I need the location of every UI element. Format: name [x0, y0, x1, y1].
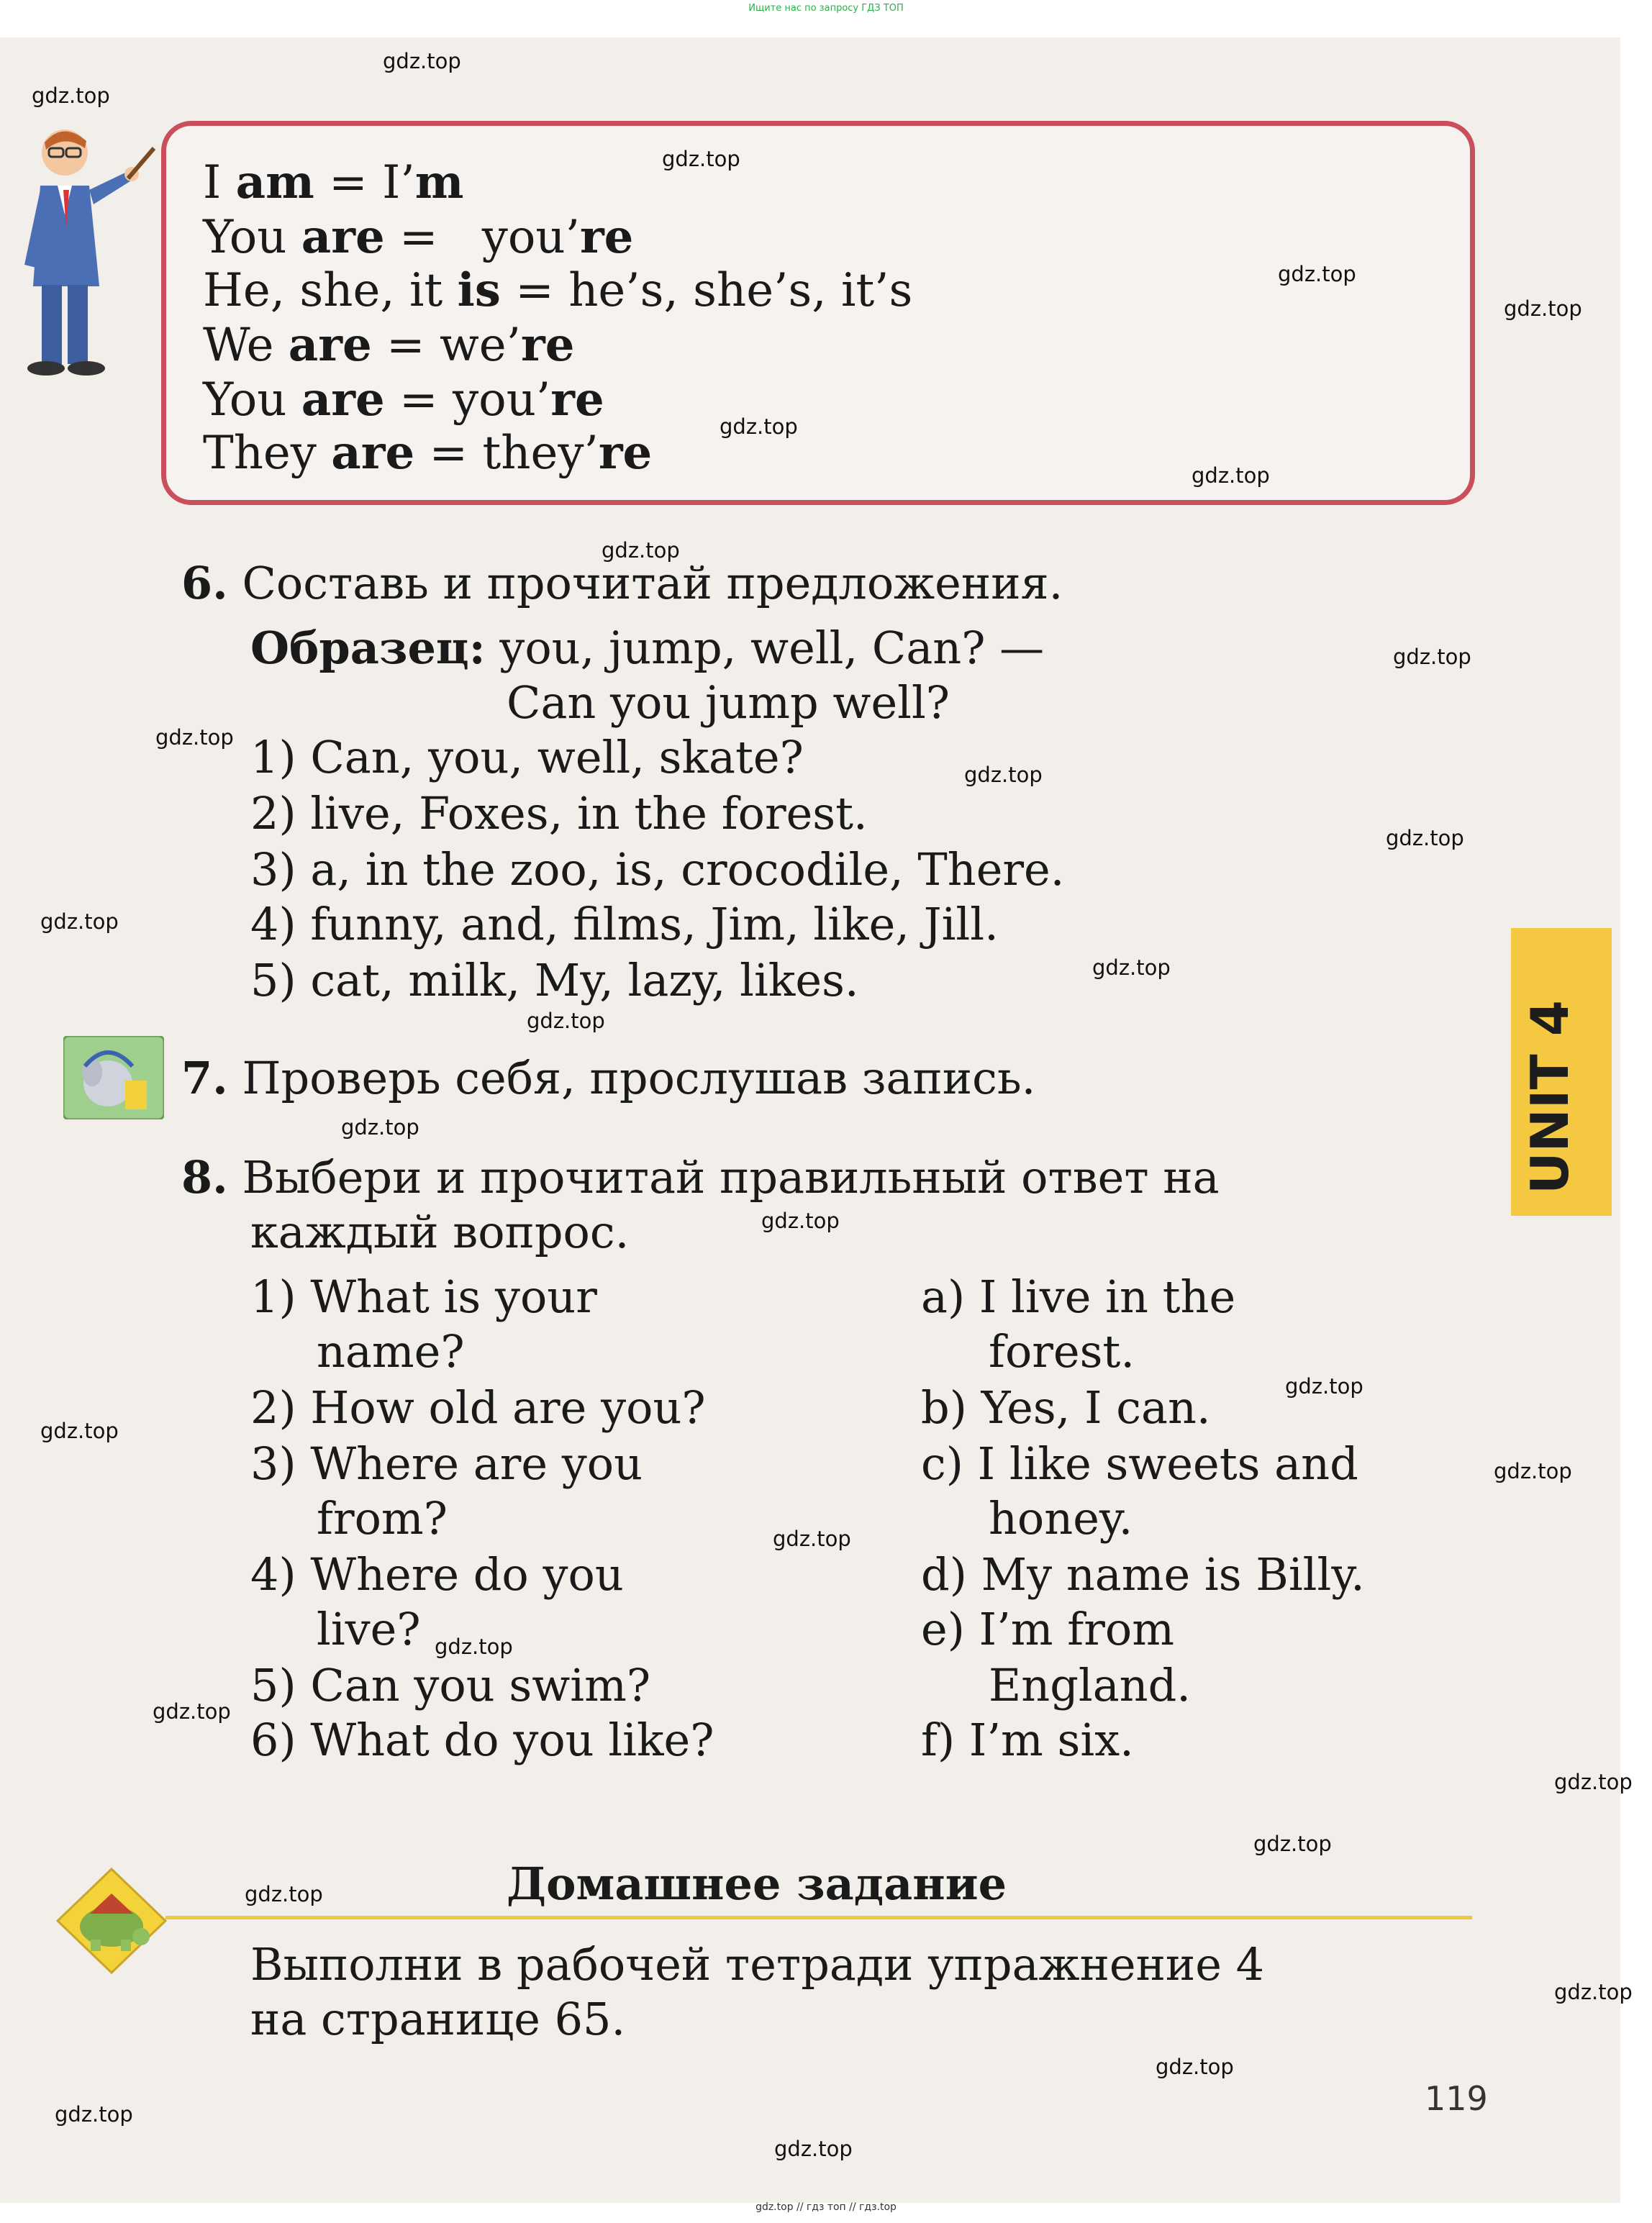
- watermark: gdz.top: [1494, 1459, 1572, 1483]
- exercise-6-item: 4) funny, and, films, Jim, like, Jill.: [250, 898, 999, 950]
- watermark: gdz.top: [383, 49, 461, 73]
- watermark: gdz.top: [761, 1209, 840, 1233]
- answer-b: b) Yes, I can.: [921, 1381, 1211, 1434]
- exercise-8-heading-line2: каждый вопрос.: [250, 1206, 630, 1258]
- watermark: gdz.top: [435, 1635, 513, 1659]
- teacher-illustration: [20, 121, 157, 387]
- answer-e-cont: England.: [989, 1659, 1191, 1711]
- turtle-icon: [50, 1856, 173, 1978]
- question-4: 4) Where do you: [250, 1548, 624, 1601]
- question-1: 1) What is your: [250, 1270, 597, 1323]
- answer-f: f) I’m six.: [921, 1714, 1134, 1766]
- watermark: gdz.top: [1278, 262, 1356, 286]
- answer-e: e) I’m from: [921, 1603, 1175, 1655]
- watermark: gdz.top: [32, 83, 110, 108]
- watermark: gdz.top: [774, 2137, 853, 2161]
- top-note: Ищите нас по запросу ГДЗ ТОП: [748, 3, 904, 14]
- exercise-6-item: 5) cat, milk, My, lazy, likes.: [250, 954, 859, 1006]
- watermark: gdz.top: [720, 414, 798, 439]
- answer-a: a) I live in the: [921, 1270, 1236, 1323]
- watermark: gdz.top: [773, 1527, 851, 1551]
- watermark: gdz.top: [1092, 955, 1171, 980]
- rule-line-2: You are = you’re: [203, 210, 634, 264]
- rule-line-1: I am = I’m: [203, 155, 464, 209]
- exercise-6-sample-answer: Can you jump well?: [507, 676, 950, 729]
- homework-line-1: Выполни в рабочей тетради упражнение 4: [250, 1938, 1265, 1991]
- rule-line-5: You are = you’re: [203, 373, 604, 427]
- question-3: 3) Where are you: [250, 1437, 643, 1490]
- question-6: 6) What do you like?: [250, 1714, 714, 1766]
- answer-d: d) My name is Billy.: [921, 1548, 1365, 1601]
- watermark: gdz.top: [55, 2102, 133, 2127]
- homework-line-2: на странице 65.: [250, 1993, 626, 2045]
- bottom-note: gdz.top // гдз топ // гдз.top: [755, 2201, 897, 2213]
- rule-line-4: We are = we’re: [203, 318, 575, 372]
- homework-divider: [165, 1916, 1472, 1919]
- rule-line-6: They are = they’re: [203, 426, 653, 480]
- watermark: gdz.top: [341, 1115, 419, 1140]
- watermark: gdz.top: [602, 538, 680, 563]
- watermark: gdz.top: [1554, 1770, 1633, 1794]
- exercise-6-item: 1) Can, you, well, skate?: [250, 731, 804, 783]
- question-4-cont: live?: [317, 1603, 421, 1655]
- question-2: 2) How old are you?: [250, 1381, 706, 1434]
- watermark: gdz.top: [1192, 463, 1270, 488]
- answer-c-cont: honey.: [989, 1492, 1133, 1545]
- watermark: gdz.top: [662, 147, 740, 171]
- watermark: gdz.top: [1253, 1832, 1332, 1856]
- exercise-6-item: 2) live, Foxes, in the forest.: [250, 787, 868, 840]
- listening-icon: [63, 1036, 164, 1119]
- watermark: gdz.top: [40, 1419, 119, 1443]
- watermark: gdz.top: [153, 1699, 231, 1724]
- watermark: gdz.top: [1504, 296, 1582, 321]
- rule-line-3: He, she, it is = he’s, she’s, it’s: [203, 263, 913, 317]
- homework-title: Домашнее задание: [507, 1858, 1007, 1910]
- question-3-cont: from?: [317, 1492, 448, 1545]
- answer-a-cont: forest.: [989, 1325, 1135, 1378]
- watermark: gdz.top: [1554, 1980, 1633, 2004]
- watermark: gdz.top: [40, 909, 119, 934]
- exercise-6-heading: 6. Составь и прочитай предложения.: [181, 557, 1063, 609]
- unit-tab-label: UNIT 4: [1520, 1000, 1580, 1194]
- watermark: gdz.top: [245, 1882, 323, 1906]
- exercise-7-heading: 7. Проверь себя, прослушав запись.: [181, 1052, 1036, 1104]
- page-number: 119: [1425, 2079, 1488, 2118]
- exercise-6-sample: Образец: you, jump, well, Can? —: [250, 622, 1045, 674]
- watermark: gdz.top: [1156, 2055, 1234, 2079]
- question-1-cont: name?: [317, 1325, 465, 1378]
- exercise-8-heading: 8. Выбери и прочитай правильный ответ на: [181, 1151, 1220, 1204]
- answer-c: c) I like sweets and: [921, 1437, 1358, 1490]
- watermark: gdz.top: [1285, 1374, 1363, 1399]
- watermark: gdz.top: [1393, 645, 1471, 669]
- watermark: gdz.top: [964, 763, 1043, 787]
- watermark: gdz.top: [527, 1009, 605, 1033]
- watermark: gdz.top: [155, 725, 234, 750]
- exercise-6-item: 3) a, in the zoo, is, crocodile, There.: [250, 843, 1065, 896]
- question-5: 5) Can you swim?: [250, 1659, 651, 1711]
- watermark: gdz.top: [1386, 826, 1464, 850]
